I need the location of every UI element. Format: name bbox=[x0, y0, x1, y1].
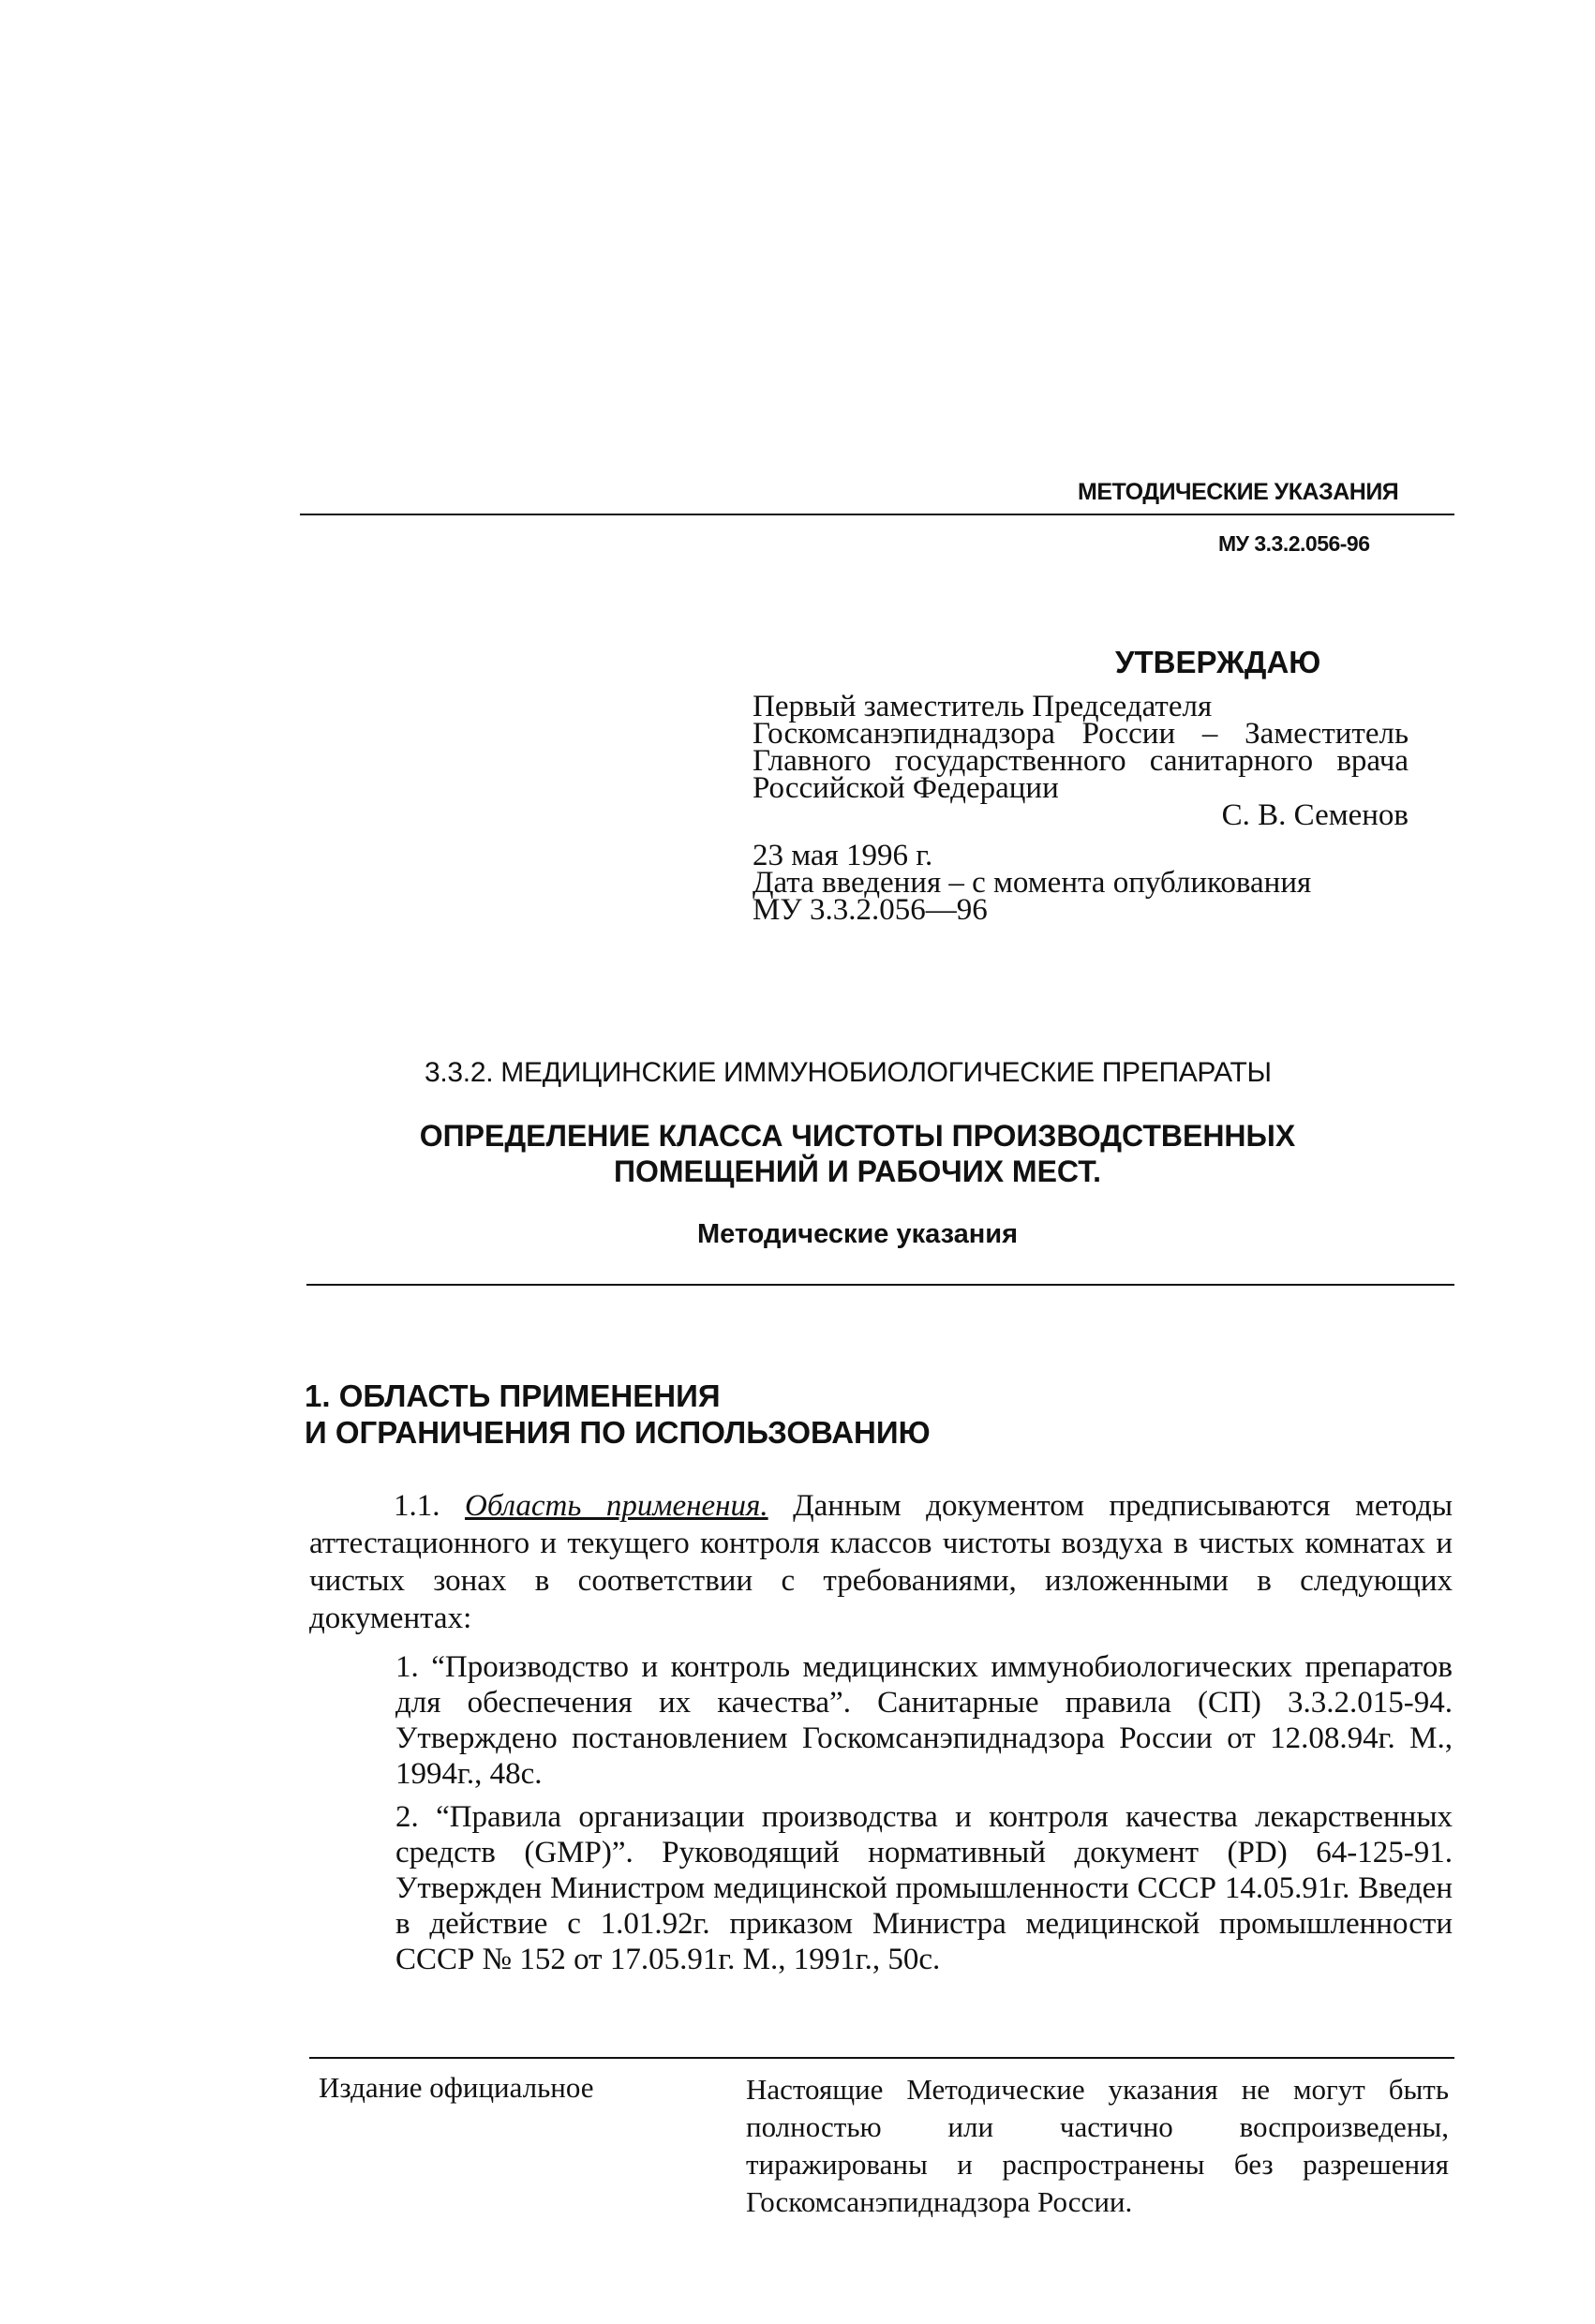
section-heading-line1: 1. ОБЛАСТЬ ПРИМЕНЕНИЯ bbox=[305, 1378, 721, 1413]
document-subtitle: Методические указания bbox=[696, 1219, 1019, 1249]
document-code: МУ 3.3.2.056-96 bbox=[1218, 531, 1370, 556]
paragraph-label: Область применения. bbox=[465, 1489, 768, 1523]
approval-signer: С. В. Семенов bbox=[1221, 798, 1409, 832]
document-title-line1: ОПРЕДЕЛЕНИЕ КЛАССА ЧИСТОТЫ ПРОИЗВОДСТВЕННЫХ bbox=[419, 1119, 1296, 1153]
section-heading bbox=[305, 1378, 931, 1451]
document-title bbox=[328, 1118, 1387, 1189]
footer-copyright-notice: Настоящие Методические указания не могут быть полностью или частично воспроизведены, тиражированы и распространены без разрешения Госкомсанэпиднадзора России. bbox=[746, 2073, 1449, 2218]
reference-item-2: 2. “Правила организации производства и контроля качества лекарственных средств (GMP)”. Руководящий нормативный документ (PD) 64-125-91. Утвержден Министром медицинской промышленности СССР 14.05.91г. Введен в действие с 1.01.92г. приказом Министра медицинской промышленности СССР № 152 от 17.05.91г. М., 1991г., 50с. bbox=[395, 1800, 1453, 1976]
header-rule bbox=[300, 514, 1454, 515]
paragraph-number: 1.1. bbox=[394, 1489, 440, 1523]
approval-position-line1: Первый заместитель Председателя bbox=[753, 690, 1213, 723]
document-type-label: МЕТОДИЧЕСКИЕ УКАЗАНИЯ bbox=[1078, 479, 1399, 505]
section-code: 3.3.2. МЕДИЦИНСКИЕ ИММУНОБИОЛОГИЧЕСКИЕ ПРЕПАРАТЫ bbox=[425, 1057, 1272, 1088]
paragraph-1-1 bbox=[309, 1487, 1453, 1637]
approval-block bbox=[753, 690, 1409, 927]
footer-rule bbox=[309, 2057, 1454, 2059]
approval-date: 23 мая 1996 г. bbox=[753, 839, 933, 872]
title-rule bbox=[306, 1284, 1454, 1286]
footer-official-edition: Издание официальное bbox=[319, 2071, 594, 2104]
paragraph-text: Данным документом предписываются методы аттестационного и текущего контроля классов чистоты воздуха в чистых комнатах и чистых зонах в соответствии с требованиями, изложенными в следующих документах: bbox=[309, 1489, 1453, 1635]
approval-position-line2: Госкомсанэпиднадзора России – Заместитель Главного государственного санитарного врача Российской Федерации bbox=[753, 717, 1409, 805]
approval-title: УТВЕРЖДАЮ bbox=[1115, 645, 1321, 679]
approval-effective-date: Дата введения – с момента опубликования bbox=[753, 866, 1312, 900]
section-heading-line2: И ОГРАНИЧЕНИЯ ПО ИСПОЛЬЗОВАНИЮ bbox=[305, 1415, 931, 1450]
reference-item-1: 1. “Производство и контроль медицинских иммунобиологических препаратов для обеспечения их качества”. Санитарные правила (СП) 3.3.2.015-94. Утверждено постановлением Госкомсанэпиднадзора России от 12.08.94г. М., 1994г., 48с. bbox=[395, 1650, 1453, 1791]
approval-code: МУ 3.3.2.056—96 bbox=[753, 893, 988, 927]
document-title-line2: ПОМЕЩЕНИЙ И РАБОЧИХ МЕСТ. bbox=[613, 1155, 1102, 1188]
